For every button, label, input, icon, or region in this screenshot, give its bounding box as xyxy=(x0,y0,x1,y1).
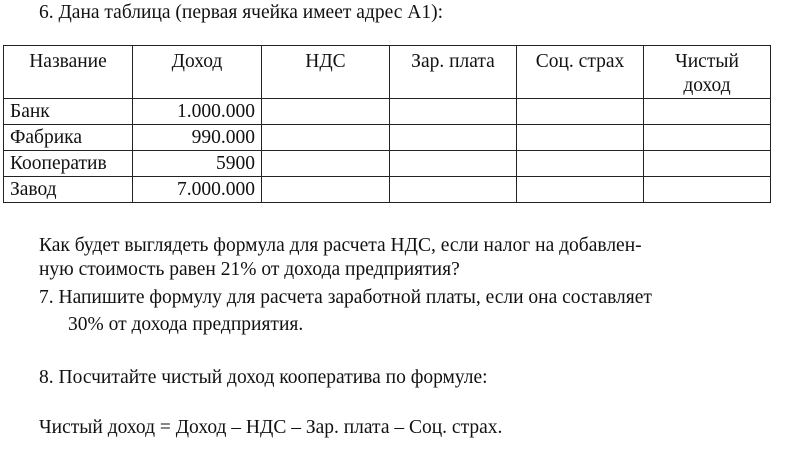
cell-income: 7.000.000 xyxy=(133,177,262,203)
cell-vat xyxy=(262,177,390,203)
cell-name: Фабрика xyxy=(4,125,133,151)
income-table xyxy=(3,45,771,203)
question-7-line-1: 7. Напишите формулу для расчета заработной платы, если она составляет xyxy=(39,287,652,308)
cell-salary xyxy=(390,125,517,151)
header-social-insurance: Соц. страх xyxy=(517,46,644,99)
cell-net-income xyxy=(644,177,771,203)
table-header-row xyxy=(4,46,771,99)
cell-name: Кооператив xyxy=(4,151,133,177)
vat-question-line-1: Как будет выглядеть формула для расчета НДС, если налог на добавлен- xyxy=(39,235,642,256)
net-income-formula: Чистый доход = Доход – НДС – Зар. плата – Соц. страх. xyxy=(39,417,503,438)
cell-vat xyxy=(262,125,390,151)
table-row xyxy=(4,99,771,125)
cell-salary xyxy=(390,177,517,203)
question-7-line-2: 30% от дохода предприятия. xyxy=(68,314,304,335)
header-net-income: Чистый доход xyxy=(644,46,771,99)
cell-net-income xyxy=(644,125,771,151)
cell-vat xyxy=(262,99,390,125)
cell-social-insurance xyxy=(517,151,644,177)
question-8-text: 8. Посчитайте чистый доход кооператива по формуле: xyxy=(39,367,488,388)
cell-net-income xyxy=(644,99,771,125)
vat-question-line-2: ную стоимость равен 21% от дохода предприятия? xyxy=(39,259,460,280)
cell-name: Банк xyxy=(4,99,133,125)
cell-net-income xyxy=(644,151,771,177)
header-name: Название xyxy=(4,46,133,99)
cell-income: 5900 xyxy=(133,151,262,177)
cell-social-insurance xyxy=(517,99,644,125)
header-vat: НДС xyxy=(262,46,390,99)
cell-social-insurance xyxy=(517,177,644,203)
cell-salary xyxy=(390,151,517,177)
table-row xyxy=(4,125,771,151)
header-salary: Зар. плата xyxy=(390,46,517,99)
header-income: Доход xyxy=(133,46,262,99)
cell-name: Завод xyxy=(4,177,133,203)
cell-salary xyxy=(390,99,517,125)
cell-income: 1.000.000 xyxy=(133,99,262,125)
cell-social-insurance xyxy=(517,125,644,151)
cell-income: 990.000 xyxy=(133,125,262,151)
cell-vat xyxy=(262,151,390,177)
question-6-text: 6. Дана таблица (первая ячейка имеет адрес А1): xyxy=(39,2,443,23)
table-row xyxy=(4,177,771,203)
table-row xyxy=(4,151,771,177)
